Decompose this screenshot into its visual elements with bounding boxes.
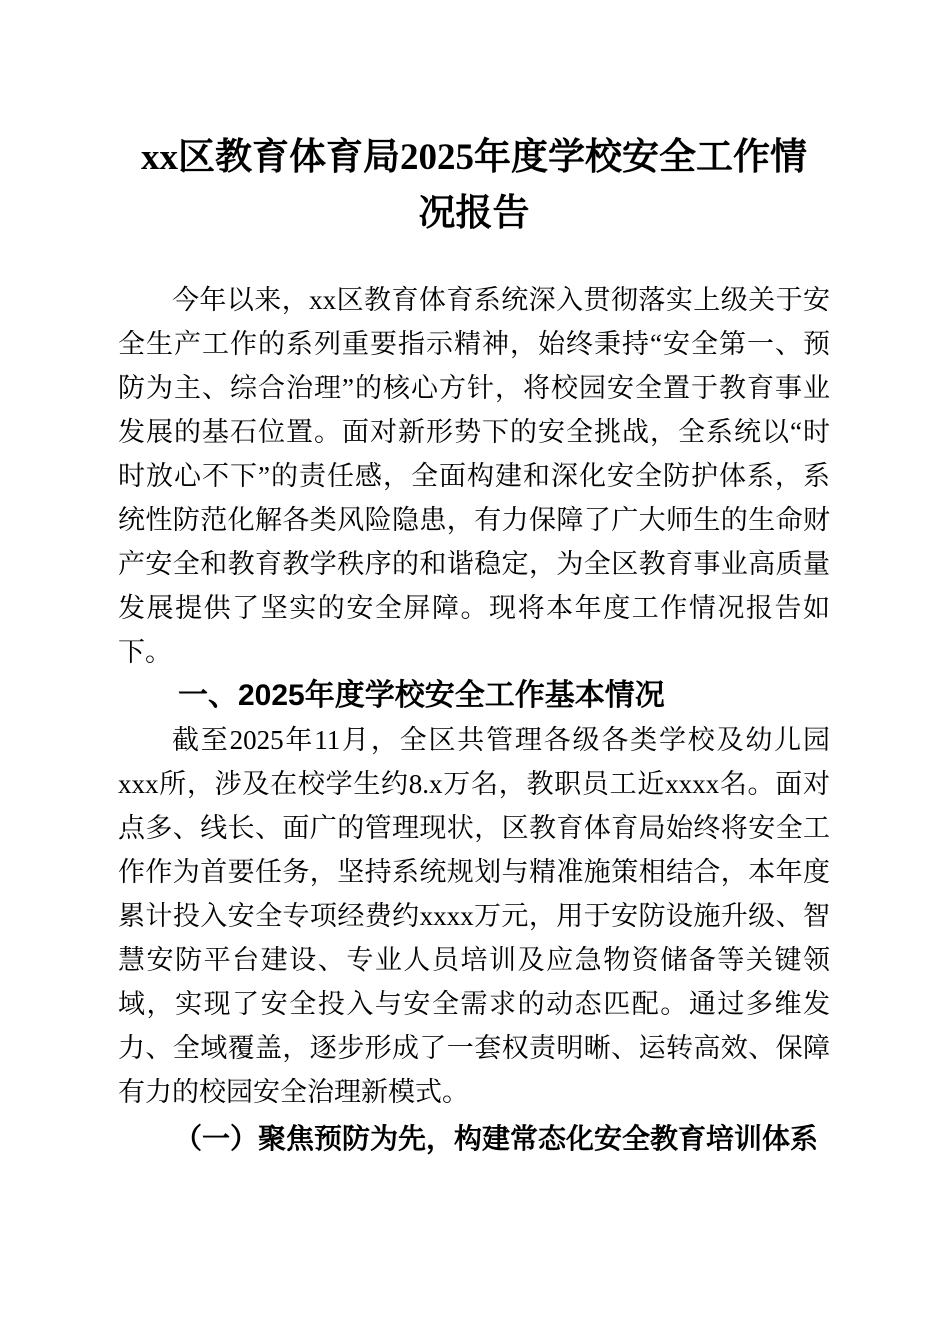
section-1-paragraph: 截至2025年11月，全区共管理各级各类学校及幼儿园xxx所，涉及在校学生约8.x万名，教职员工近xxxx名。面对点多、线长、面广的管理现状，区教育体育局始终将安全工作作为首要任务，坚持系统规划与精准施策相结合，本年度累计投入安全专项经费约xxxx万元，用于安防设施升级、智慧安防平台建设、专业人员培训及应急物资储备等关键领域，实现了安全投入与安全需求的动态匹配。通过多维发力、全域覆盖，逐步形成了一套权责明晰、运转高效、保障有力的校园安全治理新模式。: [118, 725, 830, 1107]
section-1-heading: 一、2025年度学校安全工作基本情况: [178, 679, 665, 712]
document-content: [118, 0, 830, 1162]
subsection-1-1-heading: （一）聚焦预防为先，构建常态化安全教育培训体系: [174, 1124, 819, 1155]
document-title: xx区教育体育局2025年度学校安全工作情况报告: [141, 137, 807, 234]
intro-paragraph: 今年以来，xx区教育体育系统深入贯彻落实上级关于安全生产工作的系列重要指示精神，始终秉持“安全第一、预防为主、综合治理”的核心方针，将校园安全置于教育事业发展的基石位置。面对新形势下的安全挑战，全系统以“时时放心不下”的责任感，全面构建和深化安全防护体系，系统性防范化解各类风险隐患，有力保障了广大师生的生命财产安全和教育教学秩序的和谐稳定，为全区教育事业高质量发展提供了坚实的安全屏障。现将本年度工作情况报告如下。: [118, 285, 830, 667]
